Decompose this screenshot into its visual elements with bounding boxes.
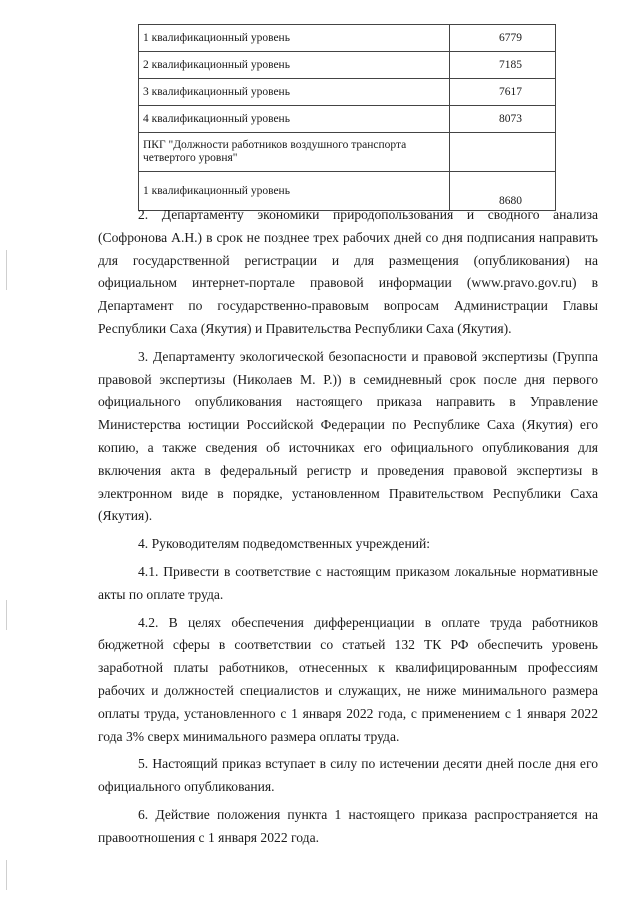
scan-edge-mark xyxy=(6,860,7,890)
paragraph-3: 3. Департаменту экологической безопасности и правовой экспертизы (Группа правовой экспертизы (Николаев М. Р.)) в семидневный срок после дня первого официального опубликования настоящего приказа направить в Управление Министерства юстиции Российской Федерации по Республике Саха (Якутия) его копию, а также сведения об источниках его официального опубликования для включения акта в федеральный регистр и проведения правовой экспертизы в электронном виде в порядке, установленном Правительством Республики Саха (Якутия). xyxy=(98,348,598,524)
table-row xyxy=(139,79,556,106)
salary-table xyxy=(138,24,556,211)
salary-cell: 7617 xyxy=(450,79,556,106)
level-cell: 3 квалификационный уровень xyxy=(139,79,450,106)
salary-cell: 7185 xyxy=(450,52,556,79)
paragraph-4: 4. Руководителям подведомственных учреждений: xyxy=(138,536,431,552)
scan-edge-mark xyxy=(6,250,7,290)
table-row xyxy=(139,106,556,133)
document-body xyxy=(98,204,598,855)
table-row xyxy=(139,52,556,79)
salary-cell: 8680 xyxy=(450,172,556,211)
table-row xyxy=(139,133,556,172)
paragraph-2: 2. Департаменту экономики природопользования и сводного анализа (Софронова А.Н.) в срок не позднее трех рабочих дней со дня подписания направить для государственной регистрации и для размещения (опубликования) на официальном интернет-портале правовой информации (www.pravo.gov.ru) в Департамент по государственно-правовым вопросам Администрации Главы Республики Саха (Якутия) и Правительства Республики Саха (Якутия). xyxy=(98,207,598,336)
paragraph-4-1: 4.1. Привести в соответствие с настоящим приказом локальные нормативные акты по оплате труда. xyxy=(98,563,598,602)
group-heading-cell: ПКГ "Должности работников воздушного транспорта четвертого уровня" xyxy=(139,133,450,172)
level-cell: 1 квалификационный уровень xyxy=(139,25,450,52)
scan-edge-mark xyxy=(6,600,7,630)
salary-cell xyxy=(450,133,556,172)
paragraph-4-2: 4.2. В целях обеспечения дифференциации в оплате труда работников бюджетной сферы в соответствии со статьей 132 ТК РФ обеспечить уровень заработной платы работников, отнесенных к квалифицированным профессиям рабочих и должностей специалистов и служащих, не ниже минимального размера оплаты труда, установленного с 1 января 2022 года, с применением с 1 января 2022 года 3% сверх минимального размера оплаты труда. xyxy=(98,614,598,744)
level-cell: 4 квалификационный уровень xyxy=(139,106,450,133)
table-row xyxy=(139,25,556,52)
paragraph-6: 6. Действие положения пункта 1 настоящего приказа распространяется на правоотношения с 1 января 2022 года. xyxy=(98,806,598,845)
salary-cell: 8073 xyxy=(450,106,556,133)
level-cell: 2 квалификационный уровень xyxy=(139,52,450,79)
level-cell: 1 квалификационный уровень xyxy=(139,172,450,211)
paragraph-5: 5. Настоящий приказ вступает в силу по истечении десяти дней после дня его официального опубликования. xyxy=(98,756,598,795)
salary-cell: 6779 xyxy=(450,25,556,52)
